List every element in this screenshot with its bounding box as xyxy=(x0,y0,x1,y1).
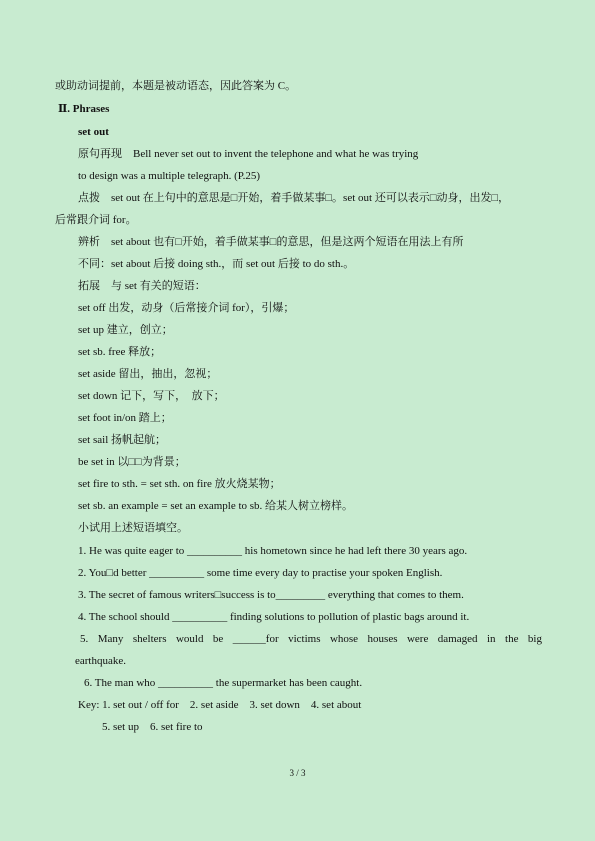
page-number: 3 / 3 xyxy=(289,768,306,778)
phrase-item: set off 出发，动身（后常接介词 for），引爆； xyxy=(78,302,295,314)
original-sentence-line-2: to design was a multiple telegraph. (P.25) xyxy=(78,170,261,182)
answer-key-line-2: 5. set up 6. set fire to xyxy=(102,721,203,733)
intro-line: 或助动词提前，本题是被动语态，因此答案为 C。 xyxy=(55,80,297,92)
question-1: 1. He was quite eager to __________ his hometown since he had left there 30 years ago. xyxy=(78,545,468,557)
note-line-1: 点拨 set out 在上句中的意思是□开始，着手做某事□。set out 还可以表示□动身，出发□， xyxy=(78,192,510,204)
question-4: 4. The school should __________ finding solutions to pollution of plastic bags around it. xyxy=(78,611,470,623)
note-line-2: 后常跟介词 for。 xyxy=(55,214,137,226)
phrase-item: set foot in/on 踏上； xyxy=(78,412,172,424)
phrase-item: set fire to sth. = set sth. on fire 放火烧某物； xyxy=(78,478,281,490)
extension-line: 拓展 与 set 有关的短语： xyxy=(78,280,206,292)
analysis-line-1: 辨析 set about 也有□开始，着手做某事□的意思，但是这两个短语在用法上有所 xyxy=(78,236,464,248)
question-2: 2. You□d better __________ some time every day to practise your spoken English. xyxy=(78,567,443,579)
question-3: 3. The secret of famous writers□success is to_________ everything that comes to them. xyxy=(78,589,464,601)
phrase-item: be set in 以□□为背景； xyxy=(78,456,186,468)
exercise-title: 小试用上述短语填空。 xyxy=(78,522,188,534)
answer-key-line-1: Key: 1. set out / off for 2. set aside 3. set down 4. set about xyxy=(78,699,362,711)
analysis-line-2: 不同：set about 后接 doing sth.，而 set out 后接 to do sth.。 xyxy=(78,258,355,270)
question-6: 6. The man who __________ the supermarket has been caught. xyxy=(84,677,363,689)
question-5-line-2: earthquake. xyxy=(75,655,126,667)
phrase-heading: set out xyxy=(78,126,109,138)
phrase-item: set sail 扬帆起航； xyxy=(78,434,166,446)
phrase-item: set up 建立，创立； xyxy=(78,324,173,336)
phrase-item: set sb. free 释放； xyxy=(78,346,162,358)
question-5-line-1: 5. Many shelters would be ______for victims whose houses were damaged in the big xyxy=(80,633,542,645)
phrase-item: set sb. an example = set an example to sb. 给某人树立榜样。 xyxy=(78,500,354,512)
original-sentence-line-1: 原句再现 Bell never set out to invent the telephone and what he was trying xyxy=(78,148,419,160)
phrase-item: set down 记下，写下， 放下； xyxy=(78,390,225,402)
phrase-item: set aside 留出，抽出，忽视； xyxy=(78,368,218,380)
section-heading: Ⅱ. Phrases xyxy=(58,103,110,115)
